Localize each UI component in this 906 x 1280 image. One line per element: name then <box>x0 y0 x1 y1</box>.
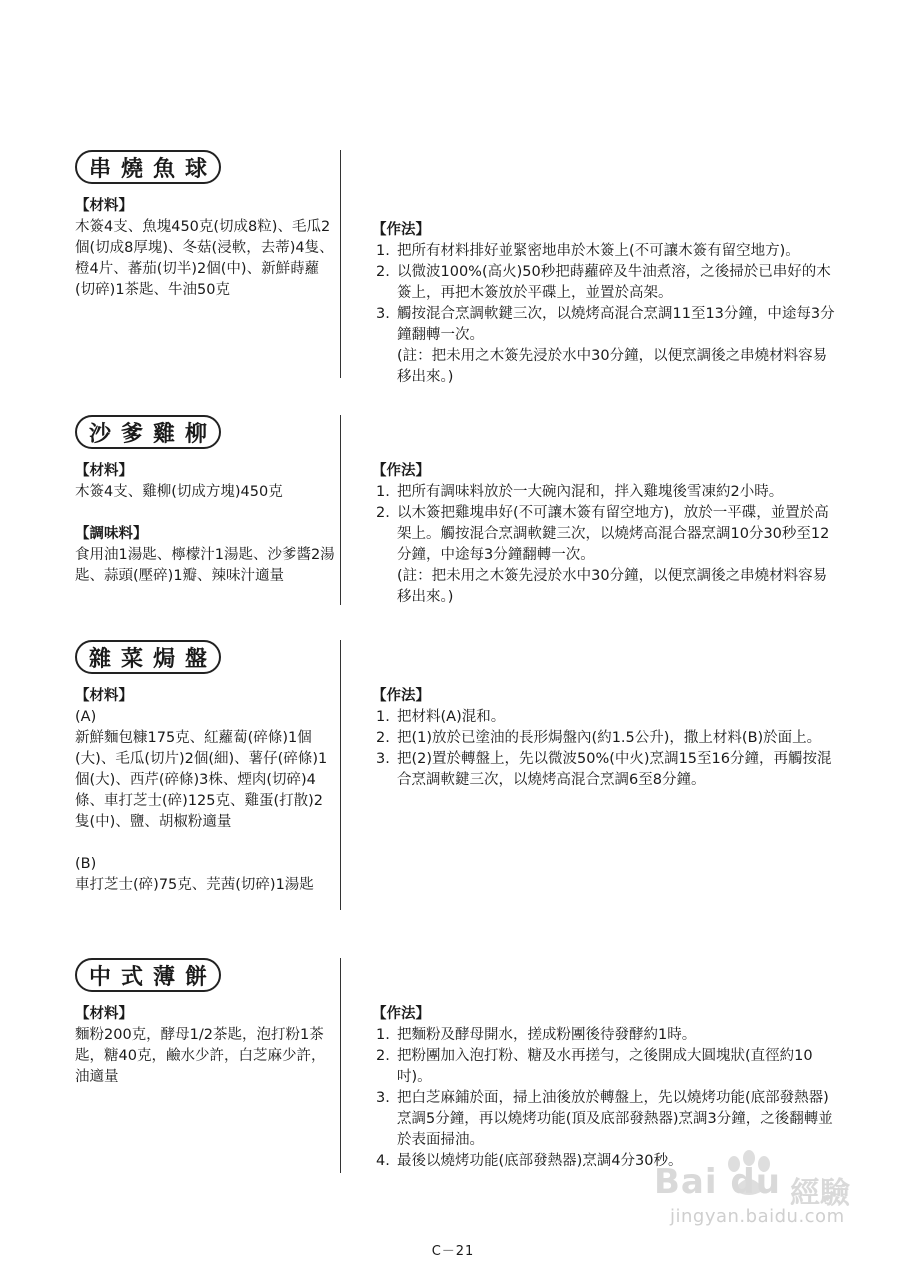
method-step: 1. 把材料(A)混和。 <box>376 709 506 725</box>
method-label: 【作法】 <box>372 1006 430 1022</box>
seasoning-label: 【調味料】 <box>75 526 148 542</box>
watermark-brand-cn: 經驗 <box>790 1176 850 1211</box>
method-step: 1. 把麵粉及酵母開水，搓成粉團後待發酵約1時。 <box>376 1027 697 1043</box>
method-step: 1. 把所有材料排好並緊密地串於木簽上(不可讓木簽有留空地方)。 <box>376 243 800 259</box>
ingredients-text: 麵粉200克，酵母1/2茶匙，泡打粉1茶匙，糖40克，鹼水少許，白芝麻少許，油適量 <box>75 1027 326 1085</box>
method-steps <box>372 241 840 346</box>
recipe-title: 串燒魚球 <box>75 150 221 184</box>
column-divider <box>340 640 341 910</box>
method-step: 2. 以微波100%(高火)50秒把蒔蘿碎及牛油煮溶，之後掃於已串好的木簽上，再把木簽放於平碟上，並置於高架。 <box>376 264 831 301</box>
ingredients-label: 【材料】 <box>75 688 133 704</box>
method-step: 2. 以木簽把雞塊串好(不可讓木簽有留空地方)，放於一平碟，並置於高架上。觸按混合烹調軟鍵三次，以燒烤高混合器烹調10分30秒至12分鐘，中途每3分鐘翻轉一次。 <box>376 505 830 563</box>
method-steps <box>372 707 840 791</box>
recipe-title: 雜菜焗盤 <box>75 640 221 674</box>
watermark-url: jingyan.baidu.com <box>670 1206 845 1227</box>
method-steps <box>372 482 840 566</box>
method-step: 3. 把白芝麻鋪於面，掃上油後放於轉盤上，先以燒烤功能(底部發熱器)烹調5分鐘，再以燒烤功能(頂及底部發熱器)烹調3分鐘，之後翻轉並於表面掃油。 <box>376 1090 833 1148</box>
seasoning-text: 食用油1湯匙、檸檬汁1湯匙、沙爹醬2湯匙、蒜頭(壓碎)1瓣、辣味汁適量 <box>75 547 335 584</box>
group-b-label: (B) <box>75 856 97 872</box>
method-step: 1. 把所有調味料放於一大碗內混和，拌入雞塊後雪凍約2小時。 <box>376 484 784 500</box>
method-column <box>372 220 840 388</box>
column-divider <box>340 150 341 378</box>
method-step: 3. 把(2)置於轉盤上，先以微波50%(中火)烹調15至16分鐘，再觸按混合烹調軟鍵三次，以燒烤高混合烹調6至8分鐘。 <box>376 751 832 788</box>
group-a-text: 新鮮麵包糠175克、紅蘿蔔(碎條)1個(大)、毛瓜(切片)2個(細)、薯仔(碎條)1個(大)、西芹(碎條)3株、煙肉(切碎)4條、車打芝士(碎)125克、雞蛋(打散)2隻(中)、鹽、胡椒粉適量 <box>75 730 328 830</box>
ingredients-text: 木簽4支、魚塊450克(切成8粒)、毛瓜2個(切成8厚塊)、冬菇(浸軟，去蒂)4隻、橙4片、蕃茄(切半)2個(中)、新鮮蒔蘿(切碎)1茶匙、牛油50克 <box>75 219 334 298</box>
method-column <box>372 461 840 608</box>
page-number: C－21 <box>431 1244 475 1259</box>
baidu-watermark <box>640 1150 880 1240</box>
method-label: 【作法】 <box>372 463 430 479</box>
method-label: 【作法】 <box>372 222 430 238</box>
ingredients-column <box>75 461 337 587</box>
method-column <box>372 686 840 791</box>
method-step: 2. 把(1)放於已塗油的長形焗盤內(約1.5公升)，撒上材料(B)於面上。 <box>376 730 822 746</box>
method-column <box>372 1004 840 1172</box>
recipe-title: 中式薄餅 <box>75 958 221 992</box>
method-step: 2. 把粉團加入泡打粉、糖及水再搓勻，之後開成大圓塊狀(直徑約10吋)。 <box>376 1048 813 1085</box>
ingredients-text: 木簽4支、雞柳(切成方塊)450克 <box>75 484 283 500</box>
ingredients-label: 【材料】 <box>75 1006 133 1022</box>
method-note: (註：把未用之木簽先浸於水中30分鐘，以便烹調後之串燒材料容易移出來。) <box>397 568 828 605</box>
recipe-title: 沙爹雞柳 <box>75 415 221 449</box>
method-label: 【作法】 <box>372 688 430 704</box>
ingredients-label: 【材料】 <box>75 198 133 214</box>
column-divider <box>340 958 341 1173</box>
ingredients-label: 【材料】 <box>75 463 133 479</box>
method-step: 4. 最後以燒烤功能(底部發熱器)烹調4分30秒。 <box>376 1153 683 1169</box>
group-b-text: 車打芝士(碎)75克、芫茜(切碎)1湯匙 <box>75 877 314 893</box>
watermark-brand: Bai du <box>654 1162 781 1202</box>
ingredients-column <box>75 196 337 301</box>
method-step: 3. 觸按混合烹調軟鍵三次，以燒烤高混合烹調11至13分鐘，中途每3分鐘翻轉一次。 <box>376 306 835 343</box>
ingredients-column <box>75 686 337 896</box>
group-a-label: (A) <box>75 709 97 725</box>
ingredients-column <box>75 1004 337 1088</box>
method-note: (註：把未用之木簽先浸於水中30分鐘，以便烹調後之串燒材料容易移出來。) <box>397 348 828 385</box>
column-divider <box>340 415 341 605</box>
